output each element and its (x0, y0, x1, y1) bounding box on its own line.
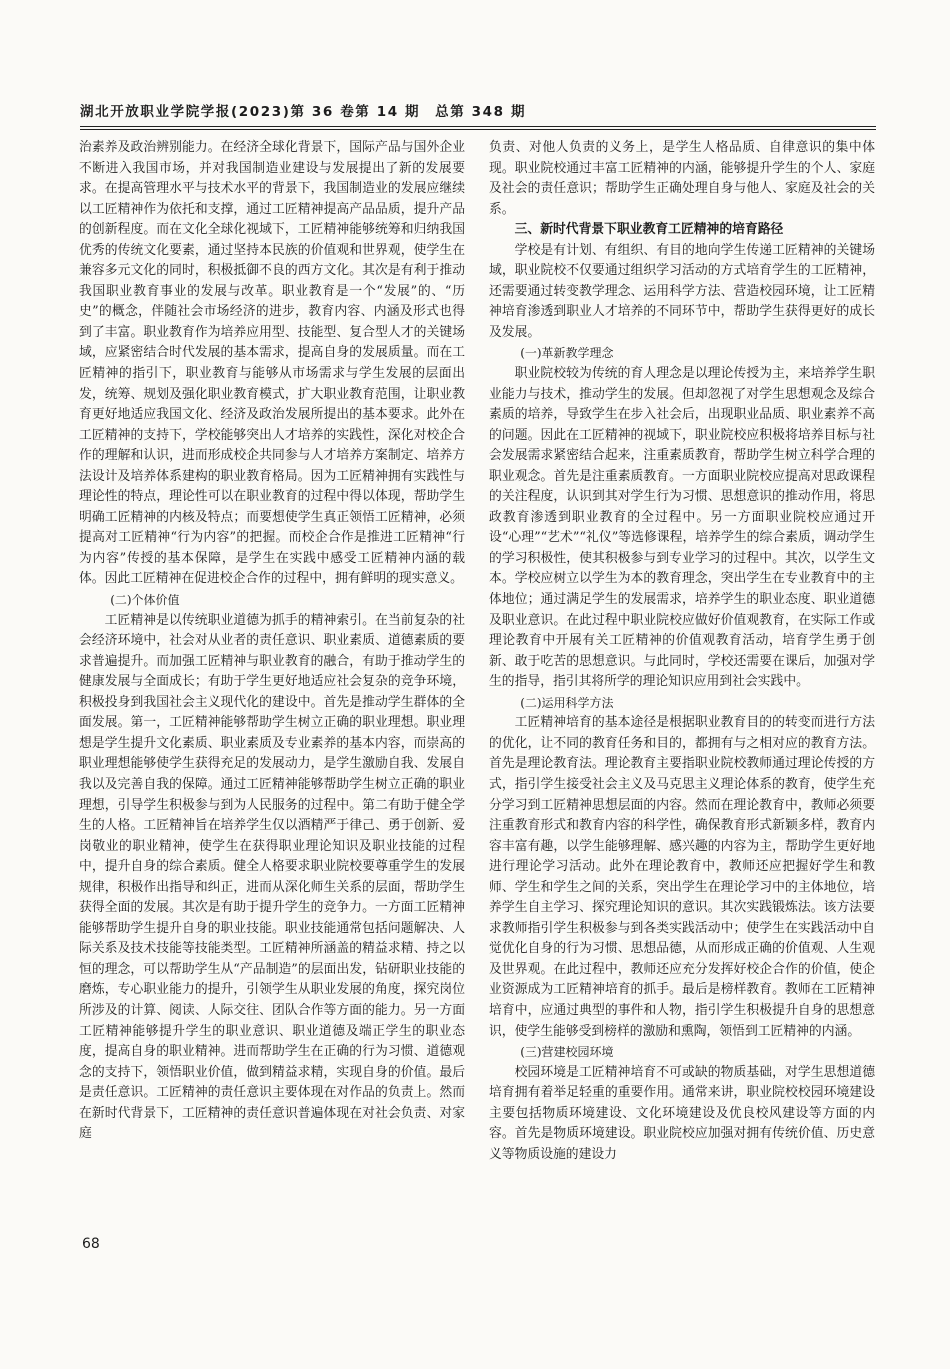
paragraph: 职业院校较为传统的育人理念是以理论传授为主，来培养学生职业能力与技术，推动学生的发展。但却忽视了对学生思想观念及综合素质的培养，导致学生在步入社会后，出现职业品质、职业素养不高的问题。因此在工匠精神的视域下，职业院校应积极将培养目标与社会发展需求紧密结合起来，注重素质教育，帮助学生树立科学合理的职业观念。首先是注重素质教育。一方面职业院校应提高对思政课程的关注程度，认识到其对学生行为习惯、思想意识的推动作用，将思政教育渗透到职业教育的全过程中。另一方面职业院校应通过开设“心理”“艺术”“礼仪”等选修课程，培养学生的综合素质，调动学生的学习积极性，使其积极参与到专业学习的过程中。其次，以学生文本。学校应树立以学生为本的教育理念，突出学生在专业教育中的主体地位；通过满足学生的发展需求，培养学生的职业态度、职业道德及职业意识。在此过程中职业院校应做好价值观教育，在实际工作或理论教育中开展有关工匠精神的价值观教育活动，培育学生勇于创新、敢于吃苦的思想意识。与此同时，学校还需要在课后，加强对学生的指导，指引其将所学的理论知识应用到社会实践中。 (489, 366, 875, 690)
header-rule-thin (80, 129, 876, 130)
paragraph: 工匠精神是以传统职业道德为抓手的精神索引。在当前复杂的社会经济环境中，社会对从业者的责任意识、职业素质、道德素质的要求普遍提升。而加强工匠精神与职业教育的融合，有助于推动学生的健康发展与全面成长；有助于学生更好地适应社会复杂的竞争环境，积极投身到我国社会主义现代化的建设中。首先是推动学生群体的全面发展。第一，工匠精神能够帮助学生树立正确的职业理想。职业理想是学生提升文化素质、职业素质及专业素养的基本内容，而崇高的职业理想能够使学生获得充足的发展动力，是学生激励自我、发展自我以及完善自我的保障。通过工匠精神能够帮助学生树立正确的职业理想，引导学生积极参与到为人民服务的过程中。第二有助于健全学生的人格。工匠精神旨在培养学生仅以酒精严于律己、勇于创新、爱岗敬业的职业精神，使学生在获得职业理论知识及职业技能的过程中，提升自身的综合素质。健全人格要求职业院校要尊重学生的发展规律，积极作出指导和纠正，进而从深化师生关系的层面，帮助学生获得全面的发展。其次是有助于提升学生的竞争力。一方面工匠精神能够帮助学生提升自身的职业技能。职业技能通常包括问题解决、人际关系及技术技能等技能类型。工匠精神所涵盖的精益求精、持之以恒的理念，可以帮助学生从“产品制造”的层面出发，钻研职业技能的磨炼，专心职业能力的提升，引领学生从职业发展的角度，探究岗位所涉及的计算、阅读、人际交往、团队合作等方面的能力。另一方面工匠精神能够提升学生的职业意识、职业道德及端正学生的职业态度，提高自身的职业精神。进而帮助学生在正确的行为习惯、道德观念的支持下，领悟职业价值，做到精益求精，实现自身的价值。最后是责任意识。工匠精神的责任意识主要体现在对作品的负责上。然而在新时代背景下，工匠精神的责任意识普遍体现在对社会负责、对家庭 (79, 612, 465, 1142)
left-column (79, 138, 465, 1145)
right-column (489, 138, 875, 1165)
subsection-heading: (二)个体价值 (110, 593, 180, 608)
header-rule (80, 126, 876, 127)
subsection-heading: (一)革新教学理念 (520, 346, 614, 361)
paragraph: 负责、对他人负责的义务上，是学生人格品质、自律意识的集中体现。职业院校通过丰富工匠精神的内涵，能够提升学生的个人、家庭及社会的责任意识；帮助学生正确处理自身与他人、家庭及社会的关系。 (489, 140, 875, 217)
paragraph: 学校是有计划、有组织、有目的地向学生传递工匠精神的关键场域，职业院校不仅要通过组织学习活动的方式培育学生的工匠精神，还需要通过转变教学理念、运用科学方法、营造校园环境，让工匠精神培育渗透到职业人才培养的不同环节中，帮助学生获得更好的成长及发展。 (489, 242, 875, 340)
page-number: 68 (82, 1236, 100, 1252)
subsection-heading: (三)营建校园环境 (520, 1045, 614, 1060)
paragraph: 校园环境是工匠精神培育不可或缺的物质基础，对学生思想道德培育拥有着举足轻重的重要作用。通常来讲，职业院校校园环境建设主要包括物质环境建设、文化环境建设及优良校风建设等方面的内容。首先是物质环境建设。职业院校应加强对拥有传统价值、历史意义等物质设施的建设力 (489, 1064, 875, 1162)
journal-header: 湖北开放职业学院学报(2023)第 36 卷第 14 期 总第 348 期 (80, 104, 527, 120)
paragraph: 治素养及政治辨别能力。在经济全球化背景下，国际产品与国外企业不断进入我国市场，并对我国制造业建设与发展提出了新的发展要求。在提高管理水平与技术水平的背景下，我国制造业的发展应继续以工匠精神作为依托和支撑，通过工匠精神提高产品品质，提升产品的创新程度。而在文化全球化视域下，工匠精神能够统筹和归纳我国优秀的传统文化要素，通过坚持本民族的价值观和世界观，使学生在兼容多元文化的同时，积极抵御不良的西方文化。其次是有利于推动我国职业教育事业的发展与改革。职业教育是一个“发展”的、“历史”的概念，伴随社会市场经济的进步，教育内容、内涵及形式也得到了丰富。职业教育作为培养应用型、技能型、复合型人才的关键场域，应紧密结合时代发展的基本需求，提高自身的发展质量。而在工匠精神的指引下，职业教育与能够从市场需求与学生发展的层面出发，统筹、规划及强化职业教育模式，扩大职业教育范围，让职业教育更好地适应我国文化、经济及政治发展所提出的基本要求。此外在工匠精神的支持下，学校能够突出人才培养的实践性，深化对校企合作的理解和认识，进而形成校企共同参与人才培养方案制定、培养方法设计及培养体系建构的职业教育格局。因为工匠精神拥有实践性与理论性的特点，理论性可以在职业教育的过程中得以体现，帮助学生明确工匠精神的内核及特点；而要想使学生真正领悟工匠精神，必须提高对工匠精神“行为内容”的把握。而校企合作是推进工匠精神“行为内容”传授的基本保障，是学生在实践中感受工匠精神内涵的载体。因此工匠精神在促进校企合作的过程中，拥有鲜明的现实意义。 (79, 140, 465, 587)
subsection-heading: (二)运用科学方法 (520, 695, 614, 710)
section-heading: 三、新时代背景下职业教育工匠精神的培育路径 (514, 222, 784, 238)
paragraph: 工匠精神培育的基本途径是根据职业教育目的的转变而进行方法的优化，让不同的教育任务和目的，都拥有与之相对应的教育方法。首先是理论教育法。理论教育主要指职业院校教师通过理论传授的方式，指引学生接受社会主义及马克思主义理论体系的教育，使学生充分学习到工匠精神思想层面的内容。然而在理论教育中，教师必须要注重教育形式和教育内容的科学性，确保教育形式新颖多样，教育内容丰富有趣，以学生能够理解、感兴趣的内容为主，帮助学生更好地进行理论学习活动。此外在理论教育中，教师还应把握好学生和教师、学生和学生之间的关系，突出学生在理论学习中的主体地位，培养学生自主学习、探究理论知识的意识。其次实践锻炼法。该方法要求教师指引学生积极参与到各类实践活动中；使学生在实践活动中自觉优化自身的行为习惯、思想品德，从而形成正确的价值观、人生观及世界观。在此过程中，教师还应充分发挥好校企合作的价值，使企业资源成为工匠精神培育的抓手。最后是榜样教育。教师在工匠精神培育中，应通过典型的事件和人物，指引学生积极提升自身的思想意识，使学生能够受到榜样的激励和熏陶，领悟到工匠精神的内涵。 (489, 715, 875, 1039)
